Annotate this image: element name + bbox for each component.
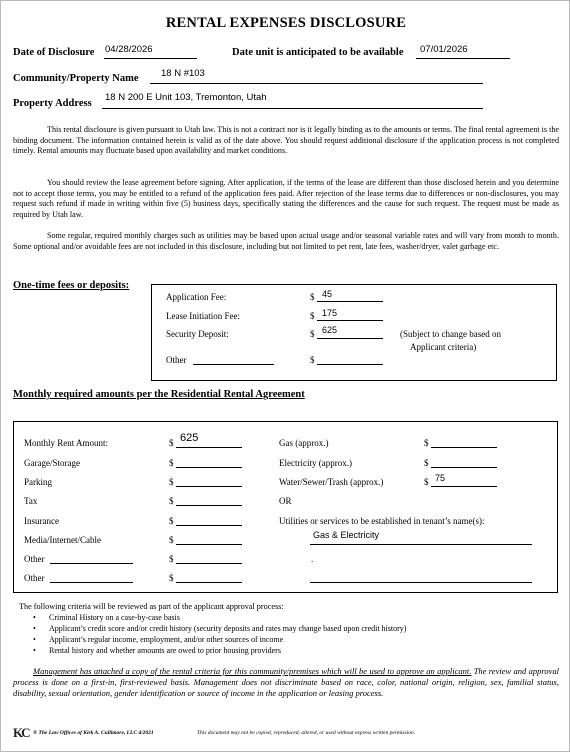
insurance-currency: $ — [169, 516, 174, 526]
gas-line — [431, 447, 497, 448]
other-fee-currency: $ — [310, 355, 315, 365]
insurance-label: Insurance — [24, 516, 59, 526]
other-monthly-1-currency: $ — [169, 554, 174, 564]
footer-firm: ® The Law Offices of Kirk A. Cullimore, LLC 4/2021 — [33, 730, 154, 736]
application-fee-line — [317, 301, 383, 302]
other-monthly-2-name-line — [50, 582, 133, 583]
date-of-disclosure-line — [104, 58, 197, 59]
law-office-logo: KC — [13, 725, 29, 740]
criteria-bullet-4: • — [33, 646, 36, 655]
management-statement — [13, 666, 559, 698]
monthly-rent-currency: $ — [169, 438, 174, 448]
other-fee-line — [317, 364, 383, 365]
tax-line — [176, 505, 242, 506]
criteria-item-4: Rental history and whether amounts are owed to prior housing providers — [49, 646, 281, 655]
security-deposit-line — [317, 338, 383, 339]
deposit-note-line-1: (Subject to change based on — [400, 329, 501, 339]
parking-line — [176, 486, 242, 487]
lease-initiation-fee-currency: $ — [310, 311, 315, 321]
other-monthly-1-line — [176, 563, 242, 564]
or-label: OR — [279, 496, 292, 506]
criteria-intro: The following criteria will be reviewed as part of the applicant approval process: — [19, 602, 284, 611]
other-monthly-1-label: Other — [24, 554, 45, 564]
date-of-disclosure-value[interactable]: 04/28/2026 — [105, 44, 153, 55]
lease-initiation-fee-value[interactable]: 175 — [322, 308, 338, 318]
electricity-line — [431, 467, 497, 468]
disclosure-paragraph-3: Some regular, required monthly charges such as utilities may be based upon actual usage and/or seasonal variable rates and will vary from month to month. Some optional and/or avoidable fees are not included in this disclosure, including but not limited to pet rent, late fees, washer/dryer, valet garbage etc. — [13, 231, 559, 251]
garage-storage-line — [176, 467, 242, 468]
available-date-label: Date unit is anticipated to be available — [232, 47, 404, 58]
other-monthly-2-line — [176, 582, 242, 583]
utilities-value[interactable]: Gas & Electricity — [313, 530, 380, 540]
address-label: Property Address — [13, 98, 92, 109]
lease-initiation-fee-label: Lease Initiation Fee: — [166, 311, 240, 321]
criteria-item-3: Applicant’s regular income, employment, and/or other sources of income — [49, 635, 284, 644]
application-fee-currency: $ — [310, 292, 315, 302]
media-internet-line — [176, 544, 242, 545]
utilities-line-1 — [310, 544, 532, 545]
tax-currency: $ — [169, 496, 174, 506]
electricity-currency: $ — [424, 458, 429, 468]
monthly-rent-label: Monthly Rent Amount: — [24, 438, 109, 448]
criteria-bullet-3: • — [33, 635, 36, 644]
community-value[interactable]: 18 N #103 — [161, 68, 205, 79]
application-fee-value[interactable]: 45 — [322, 289, 333, 299]
utilities-line-2-text: . — [311, 554, 314, 564]
other-fee-label: Other — [166, 355, 187, 365]
management-statement-underlined: Management has attached a copy of the rental criteria for this community/premises which will be used to approve an applicant. — [33, 666, 472, 676]
page-title: RENTAL EXPENSES DISCLOSURE — [165, 15, 407, 31]
criteria-item-1: Criminal History on a case-by-case basis — [49, 613, 180, 622]
security-deposit-currency: $ — [310, 329, 315, 339]
other-monthly-2-currency: $ — [169, 573, 174, 583]
electricity-label: Electricity (approx.) — [279, 458, 352, 468]
community-line — [150, 83, 483, 84]
monthly-rent-value[interactable]: 625 — [180, 432, 199, 444]
address-line — [102, 108, 483, 109]
water-sewer-trash-currency: $ — [424, 477, 429, 487]
other-fee-name-line — [193, 364, 274, 365]
address-value[interactable]: 18 N 200 E Unit 103, Tremonton, Utah — [105, 92, 267, 103]
utilities-label: Utilities or services to be established in tenant’s name(s): — [279, 516, 485, 526]
parking-currency: $ — [169, 477, 174, 487]
available-date-line — [416, 58, 510, 59]
monthly-rent-line — [176, 447, 242, 448]
media-internet-label: Media/Internet/Cable — [24, 535, 101, 545]
water-sewer-trash-label: Water/Sewer/Trash (approx.) — [279, 477, 384, 487]
monthly-amounts-heading: Monthly required amounts per the Residential Rental Agreement — [13, 389, 305, 400]
other-monthly-1-name-line — [50, 563, 133, 564]
insurance-line — [176, 525, 242, 526]
lease-initiation-fee-line — [317, 320, 383, 321]
footer-notice: This document may not be copied, reproduced, altered, or used without express written permission. — [197, 730, 416, 736]
water-sewer-trash-line — [431, 486, 497, 487]
garage-storage-label: Garage/Storage — [24, 458, 80, 468]
available-date-value[interactable]: 07/01/2026 — [420, 44, 468, 55]
deposit-note-line-2: Applicant criteria) — [410, 342, 477, 352]
criteria-bullet-1: • — [33, 613, 36, 622]
one-time-fees-heading: One-time fees or deposits: — [13, 280, 130, 291]
parking-label: Parking — [24, 477, 52, 487]
garage-storage-currency: $ — [169, 458, 174, 468]
criteria-bullet-2: • — [33, 624, 36, 633]
media-internet-currency: $ — [169, 535, 174, 545]
gas-label: Gas (approx.) — [279, 438, 329, 448]
security-deposit-label: Security Deposit: — [166, 329, 229, 339]
application-fee-label: Application Fee: — [166, 292, 227, 302]
utilities-line-2 — [310, 582, 532, 583]
gas-currency: $ — [424, 438, 429, 448]
disclosure-paragraph-1: This rental disclosure is given pursuant to Utah law. This is not a contract nor is it legally binding as to the amounts or terms. The final rental agreement is the binding document. The information contained herein is valid as of the date above. You should request additional disclosure if the application process is not completed timely. Rental amounts may fluctuate based upon availability and market conditions. — [13, 125, 559, 156]
security-deposit-value[interactable]: 625 — [322, 325, 338, 335]
other-monthly-2-label: Other — [24, 573, 45, 583]
criteria-item-2: Applicant’s credit score and/or credit history (security deposits and rates may change based upon credit history) — [49, 624, 407, 633]
management-statement-rest: The review and approval process is done on a first-in, first-reviewed basis. Management does not discriminate based on race, color, national origin, religion, sex, familial status, disability, sexual orientation, gender identification or source of income in the application or leasing process. — [13, 666, 559, 698]
tax-label: Tax — [24, 496, 38, 506]
water-sewer-trash-value[interactable]: 75 — [435, 473, 446, 483]
community-label: Community/Property Name — [13, 73, 139, 84]
date-of-disclosure-label: Date of Disclosure — [13, 47, 95, 58]
disclosure-paragraph-2: You should review the lease agreement before signing. After application, if the terms of the lease are different than those disclosed herein and you determine not to accept those terms, you may be entitled to a refund of the application fees paid. After rejection of the lease terms due to differences or non-disclosures, you may request such refund if made in writing within five (5) business days, specifically stating the differences and the cause for such request. The request must be made as required by Utah law. — [13, 178, 559, 219]
